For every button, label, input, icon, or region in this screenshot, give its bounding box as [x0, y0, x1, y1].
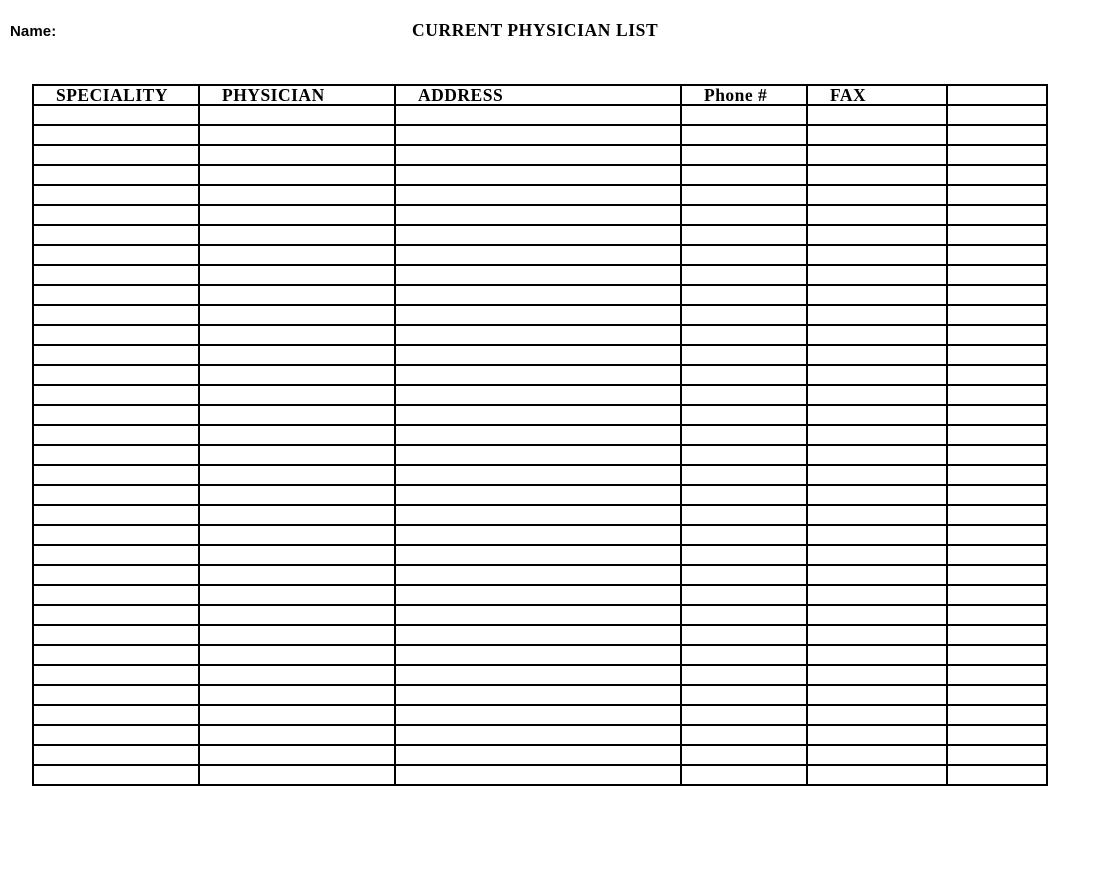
column-header-fax	[807, 85, 947, 105]
table-cell	[199, 285, 395, 305]
table-cell	[947, 305, 1047, 325]
table-cell	[681, 645, 807, 665]
table-cell	[947, 465, 1047, 485]
table-cell	[681, 405, 807, 425]
table-cell	[199, 405, 395, 425]
table-cell	[807, 345, 947, 365]
table-cell	[395, 765, 681, 785]
table-cell	[947, 385, 1047, 405]
column-header-label: FAX	[830, 85, 867, 105]
table-cell	[681, 205, 807, 225]
table-cell	[33, 565, 199, 585]
table-cell	[807, 405, 947, 425]
table-cell	[33, 745, 199, 765]
table-cell	[807, 545, 947, 565]
table-cell	[947, 245, 1047, 265]
table-cell	[33, 445, 199, 465]
table-cell	[199, 305, 395, 325]
table-cell	[395, 605, 681, 625]
table-cell	[947, 265, 1047, 285]
table-row	[33, 565, 1047, 585]
table-row	[33, 325, 1047, 345]
table-cell	[681, 585, 807, 605]
table-cell	[199, 545, 395, 565]
table-cell	[199, 485, 395, 505]
table-cell	[947, 365, 1047, 385]
table-cell	[807, 625, 947, 645]
table-cell	[681, 425, 807, 445]
table-cell	[947, 485, 1047, 505]
table-cell	[395, 385, 681, 405]
table-cell	[681, 145, 807, 165]
table-cell	[33, 725, 199, 745]
page-title: CURRENT PHYSICIAN LIST	[412, 20, 659, 40]
table-cell	[33, 425, 199, 445]
table-cell	[807, 685, 947, 705]
table-cell	[33, 385, 199, 405]
table-cell	[33, 265, 199, 285]
table-cell	[199, 525, 395, 545]
table-cell	[807, 505, 947, 525]
table-cell	[199, 665, 395, 685]
table-cell	[199, 325, 395, 345]
table-cell	[947, 745, 1047, 765]
table-cell	[807, 165, 947, 185]
table-body	[33, 105, 1047, 785]
table-cell	[33, 405, 199, 425]
table-cell	[395, 505, 681, 525]
table-cell	[395, 105, 681, 125]
table-cell	[681, 605, 807, 625]
table-cell	[199, 765, 395, 785]
table-row	[33, 285, 1047, 305]
table-cell	[681, 545, 807, 565]
table-cell	[33, 125, 199, 145]
table-cell	[807, 765, 947, 785]
table-cell	[199, 745, 395, 765]
column-header-address	[395, 85, 681, 105]
table-cell	[807, 365, 947, 385]
table-cell	[681, 625, 807, 645]
table-row	[33, 345, 1047, 365]
table-cell	[947, 565, 1047, 585]
table-row	[33, 745, 1047, 765]
table-cell	[947, 345, 1047, 365]
table-row	[33, 685, 1047, 705]
table-cell	[395, 285, 681, 305]
table-cell	[199, 165, 395, 185]
table-cell	[947, 705, 1047, 725]
table-row	[33, 225, 1047, 245]
table-cell	[807, 705, 947, 725]
table-cell	[681, 765, 807, 785]
table-cell	[807, 465, 947, 485]
table-cell	[199, 465, 395, 485]
table-cell	[807, 145, 947, 165]
table-cell	[33, 145, 199, 165]
table-cell	[199, 385, 395, 405]
table-cell	[947, 105, 1047, 125]
table-cell	[33, 585, 199, 605]
physician-table	[32, 84, 1048, 786]
table-row	[33, 545, 1047, 565]
table-cell	[199, 225, 395, 245]
table-row	[33, 625, 1047, 645]
table-cell	[395, 125, 681, 145]
table-row	[33, 465, 1047, 485]
table-cell	[807, 245, 947, 265]
table-cell	[395, 325, 681, 345]
table-cell	[395, 685, 681, 705]
table-row	[33, 425, 1047, 445]
table-cell	[199, 565, 395, 585]
table-cell	[681, 325, 807, 345]
table-cell	[395, 265, 681, 285]
table-cell	[33, 365, 199, 385]
table-cell	[395, 305, 681, 325]
table-row	[33, 385, 1047, 405]
table-cell	[807, 725, 947, 745]
table-cell	[33, 765, 199, 785]
table-cell	[395, 345, 681, 365]
table-cell	[33, 505, 199, 525]
table-cell	[33, 185, 199, 205]
table-cell	[395, 445, 681, 465]
table-cell	[947, 725, 1047, 745]
table-cell	[33, 605, 199, 625]
table-cell	[395, 365, 681, 385]
table-cell	[395, 585, 681, 605]
table-row	[33, 765, 1047, 785]
table-cell	[33, 285, 199, 305]
table-cell	[199, 365, 395, 385]
table-cell	[681, 305, 807, 325]
table-cell	[199, 205, 395, 225]
table-cell	[681, 565, 807, 585]
table-cell	[395, 625, 681, 645]
table-cell	[947, 625, 1047, 645]
table-cell	[33, 525, 199, 545]
table-cell	[681, 385, 807, 405]
table-cell	[947, 665, 1047, 685]
table-cell	[681, 705, 807, 725]
table-cell	[395, 705, 681, 725]
table-row	[33, 245, 1047, 265]
table-cell	[947, 685, 1047, 705]
table-cell	[199, 625, 395, 645]
table-cell	[947, 545, 1047, 565]
table-cell	[33, 705, 199, 725]
table-cell	[947, 445, 1047, 465]
table-cell	[395, 465, 681, 485]
table-row	[33, 705, 1047, 725]
table-row	[33, 445, 1047, 465]
table-cell	[199, 125, 395, 145]
table-cell	[947, 765, 1047, 785]
table-row	[33, 145, 1047, 165]
table-cell	[947, 425, 1047, 445]
table-cell	[947, 205, 1047, 225]
column-header-label: Phone #	[704, 85, 768, 105]
table-cell	[395, 205, 681, 225]
table-cell	[33, 625, 199, 645]
table-cell	[33, 465, 199, 485]
table-cell	[807, 265, 947, 285]
table-cell	[681, 485, 807, 505]
table-cell	[681, 185, 807, 205]
table-row	[33, 505, 1047, 525]
table-cell	[947, 185, 1047, 205]
table-cell	[33, 665, 199, 685]
table-cell	[947, 225, 1047, 245]
table-row	[33, 645, 1047, 665]
table-cell	[947, 325, 1047, 345]
table-header-row	[33, 85, 1047, 105]
column-header-label: PHYSICIAN	[222, 85, 325, 105]
table-cell	[33, 165, 199, 185]
table-row	[33, 525, 1047, 545]
table-cell	[807, 125, 947, 145]
table-cell	[681, 125, 807, 145]
table-cell	[681, 345, 807, 365]
table-cell	[681, 365, 807, 385]
table-cell	[681, 265, 807, 285]
table-cell	[33, 225, 199, 245]
table-cell	[807, 665, 947, 685]
table-cell	[947, 165, 1047, 185]
table-cell	[199, 445, 395, 465]
table-cell	[807, 745, 947, 765]
table-cell	[807, 585, 947, 605]
table-row	[33, 405, 1047, 425]
table-cell	[199, 585, 395, 605]
table-cell	[33, 485, 199, 505]
table-cell	[947, 505, 1047, 525]
table-cell	[199, 425, 395, 445]
table-cell	[395, 145, 681, 165]
table-row	[33, 265, 1047, 285]
table-cell	[395, 725, 681, 745]
table-row	[33, 725, 1047, 745]
table-cell	[807, 605, 947, 625]
column-header-physician	[199, 85, 395, 105]
table-cell	[395, 565, 681, 585]
table-cell	[199, 185, 395, 205]
table-cell	[33, 205, 199, 225]
table-cell	[681, 465, 807, 485]
table-row	[33, 125, 1047, 145]
table-cell	[807, 185, 947, 205]
table-cell	[199, 685, 395, 705]
column-header-phone	[681, 85, 807, 105]
table-cell	[199, 605, 395, 625]
table-cell	[33, 305, 199, 325]
table-cell	[395, 425, 681, 445]
table-cell	[807, 425, 947, 445]
table-cell	[681, 245, 807, 265]
table-row	[33, 605, 1047, 625]
table-cell	[807, 385, 947, 405]
table-cell	[681, 745, 807, 765]
table-row	[33, 365, 1047, 385]
table-cell	[947, 405, 1047, 425]
table-cell	[395, 225, 681, 245]
table-cell	[33, 685, 199, 705]
table-cell	[807, 485, 947, 505]
table-cell	[807, 225, 947, 245]
table-cell	[199, 345, 395, 365]
table-cell	[395, 645, 681, 665]
table-cell	[199, 105, 395, 125]
table-cell	[199, 705, 395, 725]
column-header-label: SPECIALITY	[56, 85, 168, 105]
table-cell	[33, 325, 199, 345]
table-cell	[681, 505, 807, 525]
table-cell	[395, 665, 681, 685]
table-cell	[199, 725, 395, 745]
table-cell	[947, 285, 1047, 305]
table-cell	[807, 285, 947, 305]
table-cell	[681, 525, 807, 545]
table-cell	[199, 265, 395, 285]
table-cell	[681, 445, 807, 465]
table-cell	[947, 605, 1047, 625]
table-cell	[807, 205, 947, 225]
table-cell	[395, 185, 681, 205]
column-header-label: ADDRESS	[418, 85, 504, 105]
table-cell	[681, 225, 807, 245]
table-cell	[33, 645, 199, 665]
table-cell	[681, 665, 807, 685]
table-cell	[681, 165, 807, 185]
table-row	[33, 305, 1047, 325]
table-cell	[33, 345, 199, 365]
table-cell	[199, 645, 395, 665]
table-cell	[807, 305, 947, 325]
table-cell	[947, 145, 1047, 165]
table-cell	[395, 745, 681, 765]
table-row	[33, 165, 1047, 185]
table-cell	[947, 645, 1047, 665]
column-header-blank	[947, 85, 1047, 105]
table-cell	[199, 145, 395, 165]
table-cell	[33, 245, 199, 265]
table-cell	[395, 545, 681, 565]
table-row	[33, 105, 1047, 125]
table-cell	[807, 645, 947, 665]
table-cell	[395, 525, 681, 545]
table-cell	[947, 585, 1047, 605]
table-cell	[947, 125, 1047, 145]
table-cell	[947, 525, 1047, 545]
table-row	[33, 585, 1047, 605]
table-row	[33, 185, 1047, 205]
table-cell	[807, 525, 947, 545]
table-cell	[807, 105, 947, 125]
table-cell	[395, 245, 681, 265]
table-row	[33, 205, 1047, 225]
table-cell	[33, 545, 199, 565]
table-cell	[199, 505, 395, 525]
table-cell	[395, 165, 681, 185]
table-row	[33, 485, 1047, 505]
table-cell	[807, 325, 947, 345]
table-cell	[199, 245, 395, 265]
table-cell	[681, 685, 807, 705]
table-cell	[395, 405, 681, 425]
table-cell	[681, 285, 807, 305]
column-header-speciality	[33, 85, 199, 105]
table-cell	[681, 105, 807, 125]
table-cell	[395, 485, 681, 505]
name-label: Name:	[10, 23, 57, 40]
table-cell	[681, 725, 807, 745]
table-cell	[807, 565, 947, 585]
table-cell	[33, 105, 199, 125]
table-row	[33, 665, 1047, 685]
table-cell	[807, 445, 947, 465]
